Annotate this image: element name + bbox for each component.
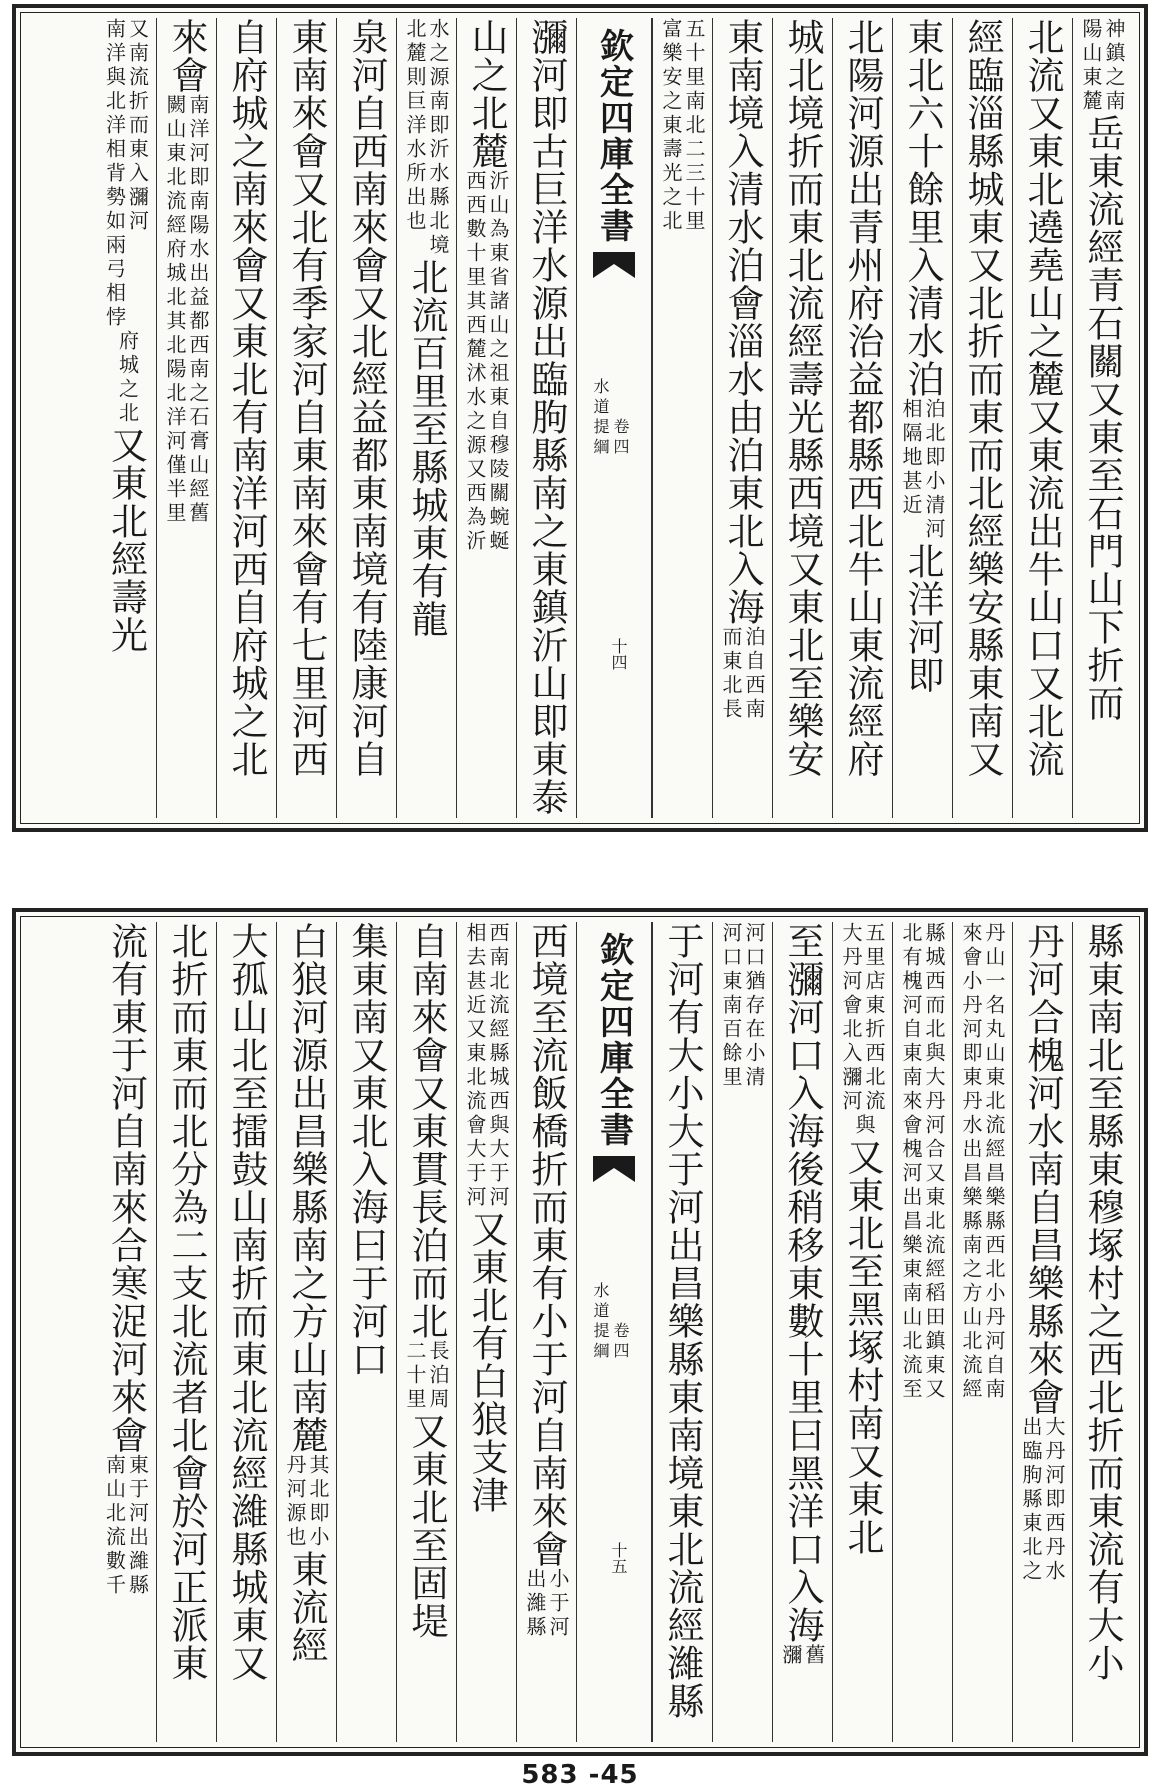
annotation-line-right: 泊北即小清河 [922,398,946,542]
text-column [516,18,576,818]
annotation-line-left: 而東北長 [719,626,743,722]
main-text: 又東北至固堤 [405,1412,448,1640]
bottom-page [12,908,1148,1756]
annotation-note [465,170,508,554]
annotation-note [115,330,138,426]
main-text: 西境至流飯橋折而東有小于河自南來會 [525,922,568,1568]
text-column [456,922,516,1742]
fishtail-mark-icon [591,250,637,280]
annotation-line-right: 舊 [802,1644,826,1668]
annotation-note [901,398,944,542]
annotation-note [405,1340,448,1412]
main-text: 東流經 [285,1550,328,1664]
main-text: 又東北有白狼支津 [465,1210,508,1514]
annotation-line-left: 大丹河會北入瀰河 [839,922,863,1114]
main-text: 白狼河源出昌樂縣南之方山南麓 [285,922,328,1454]
annotation-note [285,1454,328,1550]
annotation-line-right: 丹山一名丸山東北流經昌樂縣西北小丹河自南 [982,922,1006,1402]
center-title: 欽定四庫全書 [593,932,634,1148]
center-title: 欽定四庫全書 [593,28,634,244]
text-column [396,18,456,818]
main-text: 東南來會又北有季家河自東南來會有七里河西 [285,18,328,778]
book-title: 水道提綱 [591,378,610,458]
annotation-line-right: 其北即小 [306,1454,330,1550]
main-text: 又東北至黑塚村南又東北 [841,1138,884,1556]
center-column [576,922,652,1742]
main-text: 自南來會又東貫長泊而北 [405,922,448,1340]
text-column [1012,18,1072,818]
annotation-note [1021,1416,1064,1584]
annotation-note [901,922,944,1402]
annotation-note [465,922,508,1210]
annotation-line-left: 二十里 [403,1340,427,1412]
main-text: 集東南又東北入海曰于河口 [345,922,388,1378]
annotation-line-right: 府城之北 [115,330,140,426]
annotation-line-right: 神鎮之南 [1102,18,1126,114]
text-column [216,922,276,1742]
text-column [772,18,832,818]
annotation-line-right: 泊自西南 [742,626,766,722]
text-column [156,18,216,818]
book-title: 水道提綱 [591,1282,610,1362]
main-text: 岳東流經青石關又東至石門山下折而 [1081,114,1124,722]
annotation-line-right: 縣城西而北與大丹河合又東北流經稻田鎮東又 [922,922,946,1402]
main-text: 于河有大小大于河出昌樂縣東南境東北流經濰縣 [661,922,704,1720]
annotation-line-left: 陽山東麓 [1079,18,1103,114]
text-column [336,922,396,1742]
main-text: 城北境折而東北流經壽光縣西境又東北至樂安 [781,18,824,778]
main-text: 北折而東而北分為二支北流者北會於河正派東 [165,922,208,1682]
annotation-line-right: 沂山為東省諸山之祖東自穆陵關蜿蜒 [486,170,510,554]
text-column [652,18,712,818]
main-text: 丹河合槐河水南自昌樂縣來會 [1021,922,1064,1416]
annotation-line-left: 丹河源也 [283,1454,307,1550]
center-column [576,18,652,818]
annotation-line-right: 南洋河即南陽水出益都西南之石膏山經舊 [186,94,210,526]
annotation-note [841,922,884,1114]
annotation-note [405,18,448,258]
text-column [712,922,772,1742]
text-column [216,18,276,818]
annotation-line-left: 河口東南百餘里 [719,922,743,1090]
volume-label: 卷四 [611,418,630,458]
main-text: 泉河自西南來會又北經益都東南境有陸康河自 [345,18,388,778]
fishtail-mark-icon [591,1154,637,1184]
main-text: 流有東于河自南來合寒浞河來會 [104,922,148,1454]
main-text: 北流又東北遶堯山之麓又東流出牛山口又北流 [1021,18,1064,778]
text-column [892,18,952,818]
annotation-line-left: 南山北流數千 [102,1454,127,1598]
annotation-note [1081,18,1124,114]
annotation-line-left: 出臨朐縣東北之 [1019,1416,1043,1584]
annotation-note [721,922,764,1090]
annotation-line-left: 西西數十里其西麓沭水之源又西為沂 [463,170,487,554]
text-column [892,922,952,1742]
text-column [456,18,516,818]
text-column [712,18,772,818]
annotation-note [102,18,150,330]
volume-label: 卷四 [611,1322,630,1362]
main-text: 縣東南北至縣東穆塚村之西北折而東流有大小 [1081,922,1124,1682]
annotation-line-right: 河口猶存在小清 [742,922,766,1090]
main-text: 山之北麓 [465,18,508,170]
text-column [276,18,336,818]
main-text: 北洋河即 [901,542,944,694]
annotation-line-right: 又南流折而東入瀰河 [125,18,150,234]
annotation-line-left: 闕山東北流經府城北其北陽北洋河僅半里 [163,94,187,526]
annotation-line-right: 大丹河即西丹水 [1042,1416,1066,1584]
main-text: 經臨淄縣城東又北折而東而北經樂安縣東南又 [961,18,1004,778]
page-number: 十四 [609,638,628,670]
annotation-line-right: 長泊周 [426,1340,450,1412]
text-column [1072,922,1132,1742]
page-number: 十五 [609,1542,628,1574]
annotation-line-right: 東于河出濰縣 [125,1454,150,1598]
annotation-note [661,18,704,234]
annotation-line-right: 五里店東折西北流 [862,922,886,1114]
text-column [156,922,216,1742]
annotation-line-left: 來會小丹河即東丹水出昌樂縣南之方山北流經 [959,922,983,1402]
page-footer-number: 583 -45 [521,1760,639,1790]
main-text: 東北六十餘里入清水泊 [901,18,944,398]
text-column [336,18,396,818]
text-column [952,18,1012,818]
text-column [772,922,832,1742]
main-text: 又東北經壽光 [104,426,148,654]
annotation-note [961,922,1004,1402]
annotation-line-right: 五十里南北二三十里 [682,18,706,234]
annotation-note [851,1114,874,1138]
text-column [1072,18,1132,818]
main-text: 大孤山北至擂鼓山南折而東北流經濰縣城東又 [225,922,268,1682]
text-column [832,922,892,1742]
main-text: 自府城之南來會又東北有南洋河西自府城之北 [225,18,268,778]
text-column [96,18,156,818]
text-column [952,922,1012,1742]
annotation-note [102,1454,150,1598]
text-column [96,922,156,1742]
text-column [516,922,576,1742]
top-page [12,4,1148,832]
annotation-line-left: 富樂安之東壽光之北 [659,18,683,234]
main-text: 至瀰河口入海後稍移東數十里曰黑洋口入海 [781,922,824,1644]
annotation-note [525,1568,568,1640]
annotation-line-left: 南洋與北洋相背勢如兩弓相悖 [102,18,127,330]
text-column [832,18,892,818]
annotation-note [165,94,208,526]
annotation-line-right: 小于河 [546,1568,570,1640]
annotation-line-right: 水之源南即沂水縣北境 [426,18,450,258]
annotation-note [781,1644,824,1668]
annotation-line-left: 相隔地甚近 [899,398,923,518]
text-column [1012,922,1072,1742]
text-column [276,922,336,1742]
annotation-line-left: 北麓則巨洋水所出也 [403,18,427,234]
annotation-note [721,626,764,722]
main-text: 北陽河源出青州府治益都縣西北牛山東流經府 [841,18,884,778]
annotation-line-left: 北有槐河自東南來會槐河出昌樂東南山北流至 [899,922,923,1402]
main-text: 瀰河即古巨洋水源出臨朐縣南之東鎮沂山即東泰 [525,18,568,816]
main-text: 北流百里至縣城東有龍 [405,258,448,638]
main-text: 來會 [165,18,208,94]
annotation-line-right: 西南北流經縣城西與大于河 [486,922,510,1210]
annotation-line-right: 與 [852,1114,876,1138]
annotation-line-left: 相去甚近又東北流會大于河 [463,922,487,1210]
main-text: 東南境入清水泊會淄水由泊東北入海 [721,18,764,626]
annotation-line-left: 出濰縣 [523,1568,547,1640]
text-column [652,922,712,1742]
annotation-line-left: 瀰 [779,1644,803,1668]
text-column [396,922,456,1742]
